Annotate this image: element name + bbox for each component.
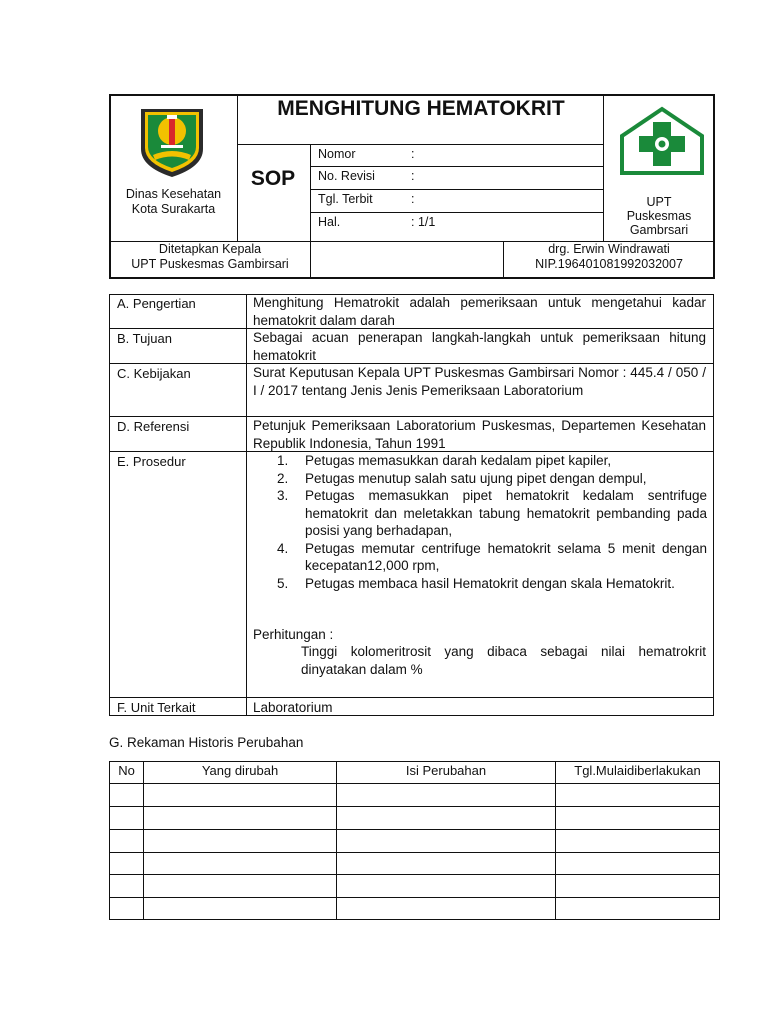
table-row	[110, 806, 719, 807]
divider	[110, 697, 713, 698]
step-number: 1.	[277, 453, 289, 468]
meta-nomor-value: :	[411, 147, 415, 161]
step-number: 2.	[277, 470, 289, 486]
divider	[311, 212, 603, 213]
section-text-pengertian: Menghitung Hematrokit adalah pemeriksaan untuk mengetahui kadar hematokrit dalam darah	[253, 295, 706, 328]
meta-hal-label: Hal.	[318, 215, 341, 229]
history-col-no: No	[118, 763, 135, 778]
step-text: Petugas membaca hasil Hematokrit dengan skala Hematokrit.	[305, 575, 675, 591]
section-label-unit-terkait: F. Unit Terkait	[117, 700, 196, 715]
procedure-steps	[277, 452, 707, 592]
divider	[238, 144, 603, 145]
surakarta-crest-logo	[135, 105, 209, 179]
org-left-line1: Dinas Kesehatan	[125, 187, 222, 201]
divider	[246, 294, 247, 716]
org-right-line1: UPT	[646, 195, 672, 209]
table-row	[110, 874, 719, 875]
section-label-prosedur: E. Prosedur	[117, 454, 186, 469]
org-right-line3: Gambrsari	[629, 223, 689, 237]
procedure-step	[277, 452, 707, 470]
procedure-step	[277, 470, 707, 488]
procedure-step	[277, 487, 707, 540]
approver-nip: NIP.196401081992032007	[535, 257, 683, 271]
org-right-line2: Puskesmas	[626, 209, 692, 223]
section-label-tujuan: B. Tujuan	[117, 331, 172, 346]
divider	[311, 189, 603, 190]
history-col-date: Tgl.Mulaidiberlakukan	[574, 763, 701, 778]
document-title: MENGHITUNG HEMATOKRIT	[277, 97, 565, 120]
approver-name: drg. Erwin Windrawati	[548, 242, 670, 256]
section-text-tujuan: Sebagai acuan penerapan langkah-langkah untuk pemeriksaan hitung hematokrit	[253, 330, 706, 363]
meta-hal-value: : 1/1	[411, 215, 436, 229]
calculation-title: Perhitungan :	[253, 627, 334, 642]
history-col-content: Isi Perubahan	[405, 763, 487, 778]
step-text: Petugas menutup salah satu ujung pipet dengan dempul,	[305, 470, 647, 486]
meta-nomor-label: Nomor	[318, 147, 356, 161]
table-row	[110, 829, 719, 830]
table-row	[110, 783, 719, 784]
step-number: 4.	[277, 540, 289, 556]
divider	[310, 241, 311, 278]
approver-org: UPT Puskesmas Gambirsari	[131, 257, 289, 271]
meta-revisi-value: :	[411, 169, 415, 183]
section-label-referensi: D. Referensi	[117, 419, 190, 434]
table-row	[110, 897, 719, 898]
section-text-referensi: Petunjuk Pemeriksaan Laboratorium Puskesmas, Departemen Kesehatan Republik Indonesia, Tahun 1991	[253, 418, 706, 451]
divider	[310, 144, 311, 241]
section-text-unit-terkait: Laboratorium	[253, 700, 333, 715]
step-text: Petugas memasukkan darah kedalam pipet kapiler,	[305, 453, 612, 468]
section-label-kebijakan: C. Kebijakan	[117, 366, 191, 381]
step-text: Petugas memutar centrifuge hematokrit selama 5 menit dengan kecepatan12,000 rpm,	[305, 540, 707, 573]
step-number: 5.	[277, 575, 289, 591]
puskesmas-logo	[619, 106, 705, 176]
procedure-step	[277, 540, 707, 575]
step-text: Petugas memasukkan pipet hematokrit kedalam sentrifuge hematokrit dan meletakkan tabung hematokrit pembanding pada posisi yang berhadapan,	[305, 488, 707, 538]
approver-title: Ditetapkan Kepala	[158, 242, 262, 256]
section-label-pengertian: A. Pengertian	[117, 296, 196, 311]
table-row	[110, 852, 719, 853]
meta-revisi-label: No. Revisi	[318, 169, 375, 183]
section-text-kebijakan: Surat Keputusan Kepala UPT Puskesmas Gambirsari Nomor : 445.4 / 050 / I / 2017 tentang Jenis Jenis Pemeriksaan Laboratorium	[253, 365, 706, 398]
meta-terbit-value: :	[411, 192, 415, 206]
procedure-step	[277, 575, 707, 593]
meta-terbit-label: Tgl. Terbit	[318, 192, 373, 206]
step-number: 3.	[277, 488, 289, 503]
history-col-changed: Yang dirubah	[201, 763, 279, 778]
sop-label: SOP	[250, 167, 296, 190]
divider	[311, 166, 603, 167]
history-title: G. Rekaman Historis Perubahan	[109, 735, 304, 750]
calculation-text: Tinggi kolomeritrosit yang dibaca sebagai nilai hematrokrit dinyatakan dalam %	[301, 644, 706, 677]
org-left-line2: Kota Surakarta	[131, 202, 216, 216]
